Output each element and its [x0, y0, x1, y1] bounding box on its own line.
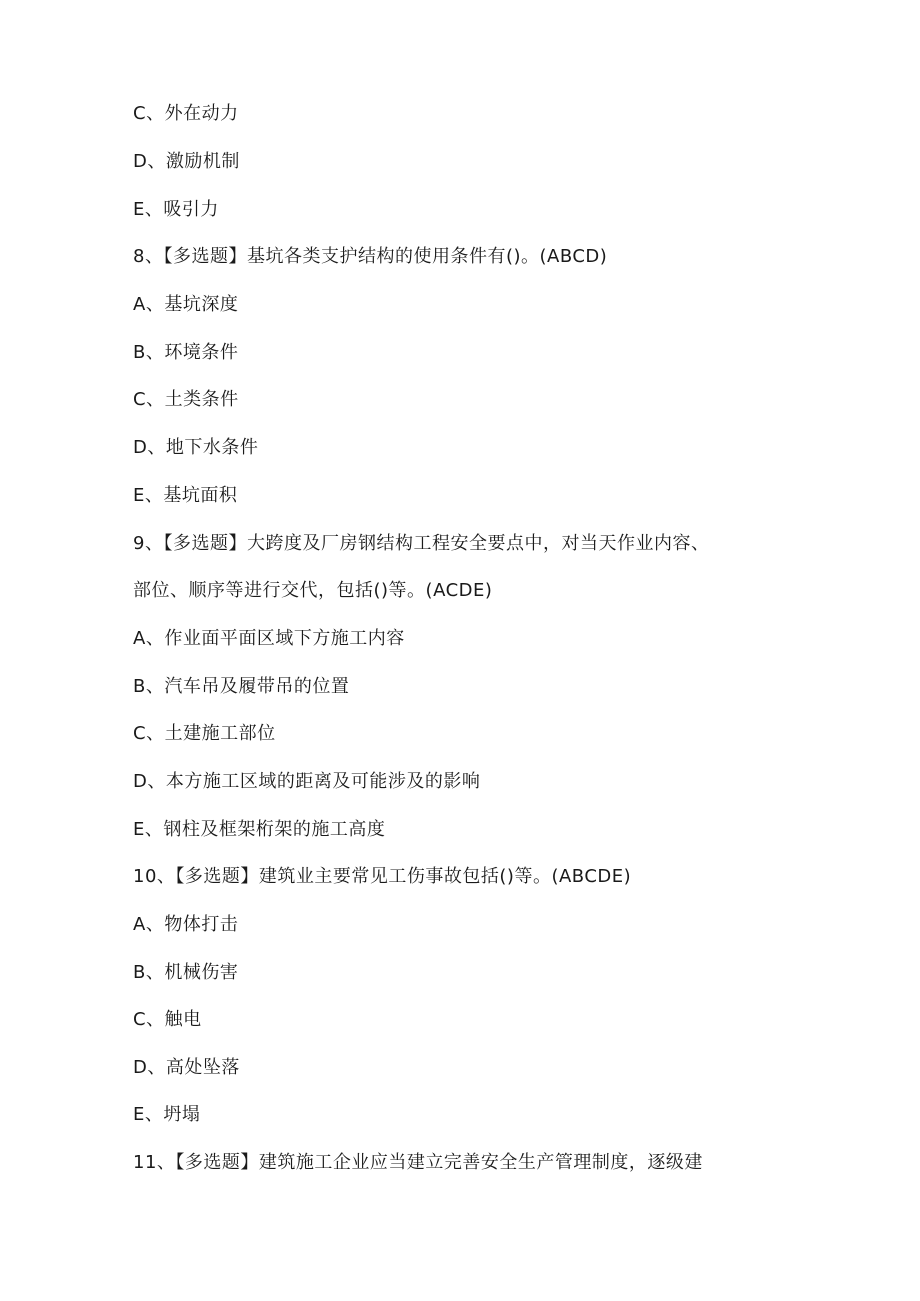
question-line: 8、【多选题】基坑各类支护结构的使用条件有()。(ABCD): [133, 246, 608, 267]
question-line: 10、【多选题】建筑业主要常见工伤事故包括()等。(ABCDE): [133, 866, 632, 887]
option-line: E、坍塌: [133, 1104, 201, 1125]
option-line: B、机械伤害: [133, 962, 239, 983]
option-line: A、基坑深度: [133, 294, 239, 315]
option-line: C、土建施工部位: [133, 723, 276, 744]
option-line: B、汽车吊及履带吊的位置: [133, 676, 350, 697]
question-line: 11、【多选题】建筑施工企业应当建立完善安全生产管理制度，逐级建: [133, 1152, 703, 1173]
question-line-continued: 部位、顺序等进行交代，包括()等。(ACDE): [133, 580, 493, 601]
option-line: A、作业面平面区域下方施工内容: [133, 628, 405, 649]
option-line: A、物体打击: [133, 914, 239, 935]
option-line: D、本方施工区域的距离及可能涉及的影响: [133, 771, 481, 792]
option-line: D、高处坠落: [133, 1057, 240, 1078]
option-line: C、触电: [133, 1009, 202, 1030]
option-line: D、激励机制: [133, 151, 240, 172]
option-line: C、外在动力: [133, 103, 239, 124]
option-line: E、钢柱及框架桁架的施工高度: [133, 819, 386, 840]
option-line: E、吸引力: [133, 199, 219, 220]
option-line: C、土类条件: [133, 389, 239, 410]
option-line: E、基坑面积: [133, 485, 238, 506]
option-line: B、环境条件: [133, 342, 239, 363]
question-line: 9、【多选题】大跨度及厂房钢结构工程安全要点中，对当天作业内容、: [133, 533, 710, 554]
option-line: D、地下水条件: [133, 437, 259, 458]
